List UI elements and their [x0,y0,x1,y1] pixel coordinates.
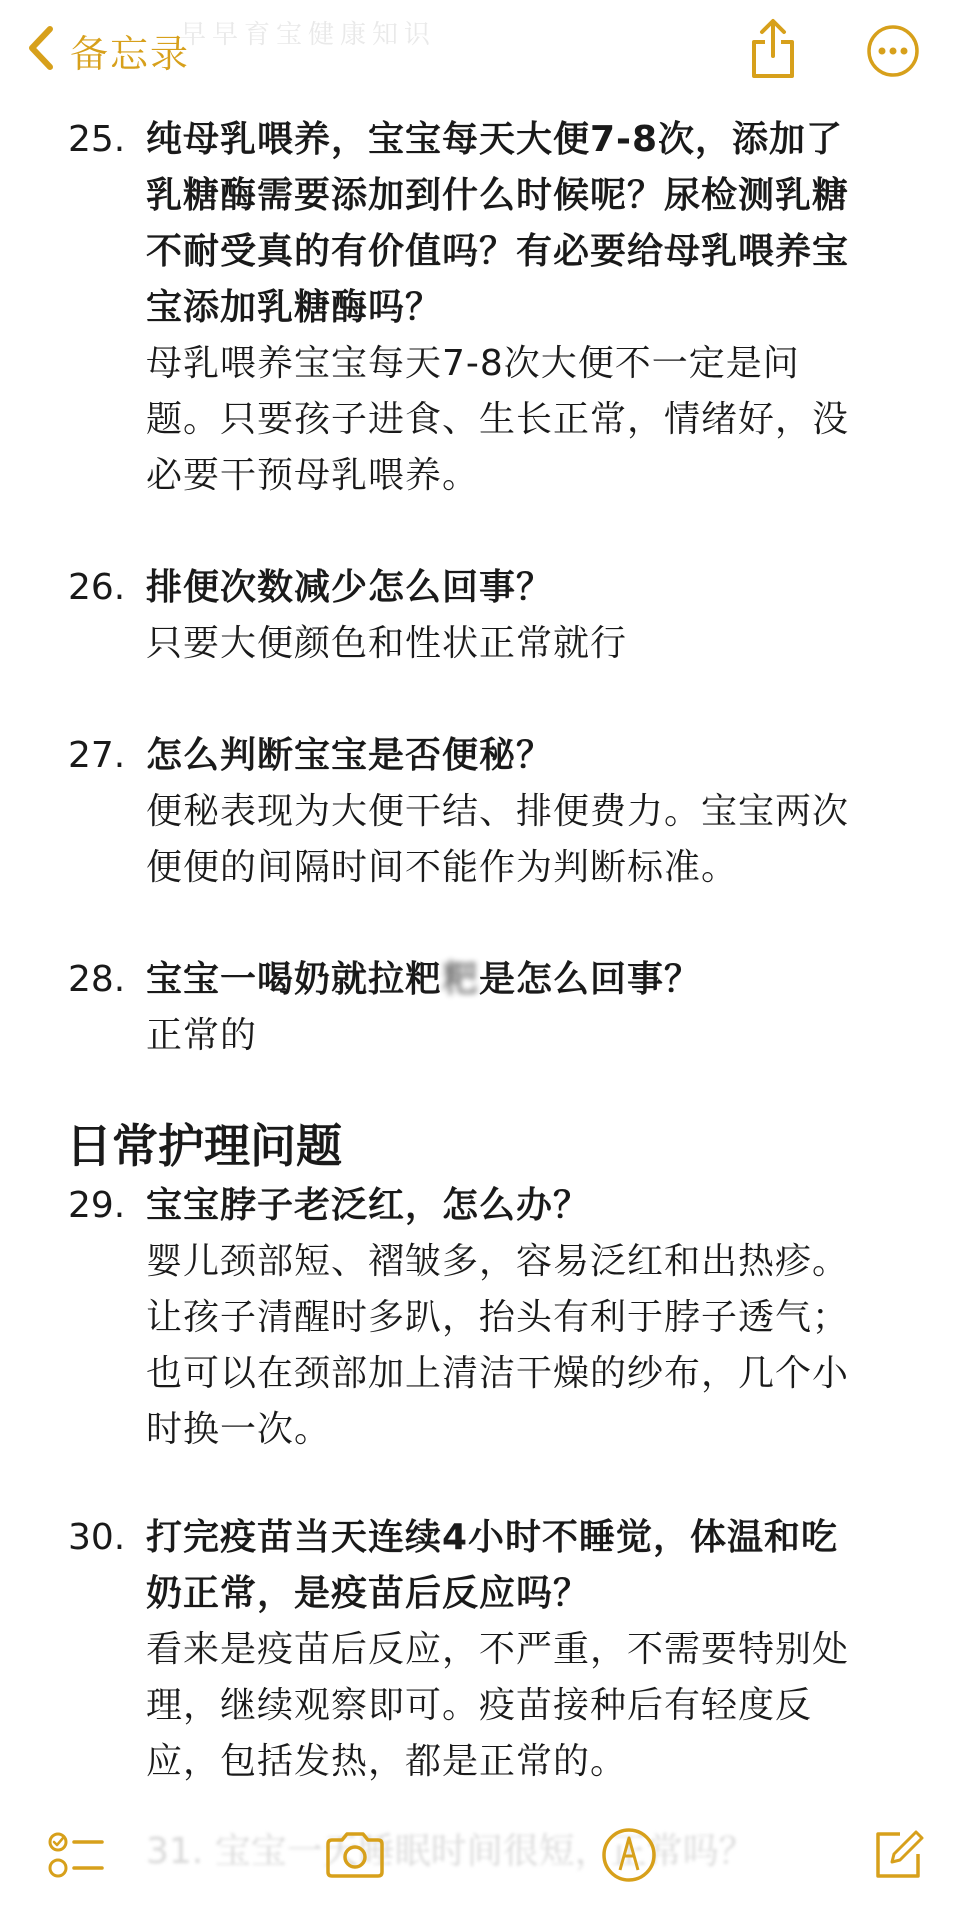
list-item [0,728,968,896]
blurred-text: 粑 [442,959,480,1000]
question-line: 奶正常，是疫苗后反应吗？ [146,1573,591,1614]
ghost-title: 早早育宝健康知识 [180,20,437,50]
answer-line: 也可以在颈部加上清洁干燥的纱布，几个小 [146,1353,850,1394]
item-number: 26. [68,567,126,608]
question-line: 怎么判断宝宝是否便秘？ [146,735,554,776]
list-item [0,1510,968,1790]
question-line: 乳糖酶需要添加到什么时候呢？尿检测乳糖 [146,175,850,216]
question-line: 宝宝脖子老泛红，怎么办？ [146,1185,591,1226]
section-heading: 日常护理问题 [66,1119,342,1173]
answer-line: 只要大便颜色和性状正常就行 [146,623,628,664]
item-number: 30. [68,1517,126,1558]
list-item [0,112,968,504]
question-line: 打完疫苗当天连续4小时不睡觉，体温和吃 [146,1517,839,1558]
share-button[interactable] [748,18,798,80]
note-body[interactable] [0,112,968,1790]
camera-icon [324,1830,386,1880]
ghost-text-under-toolbar: 31. 宝宝一天睡眠时间很短，正常吗？ [146,1831,755,1872]
back-button[interactable] [26,22,190,78]
answer-line: 正常的 [146,1015,258,1056]
camera-button[interactable] [324,1830,386,1884]
answer-line: 让孩子清醒时多趴，抬头有利于脖子透气； [146,1297,850,1338]
answer-line: 理，继续观察即可。疫苗接种后有轻度反 [146,1685,813,1726]
list-item [0,1178,968,1458]
more-icon [866,24,920,78]
more-button[interactable] [866,24,920,78]
item-number: 29. [68,1185,126,1226]
answer-line: 婴儿颈部短、褶皱多，容易泛红和出热疹。 [146,1241,850,1282]
answer-line: 便秘表现为大便干结、排便费力。宝宝两次 [146,791,850,832]
question-line: 不耐受真的有价值吗？有必要给母乳喂养宝 [146,231,850,272]
item-number: 27. [68,735,126,776]
item-number: 25. [68,119,126,160]
checklist-button[interactable] [48,1828,104,1888]
question-text: 宝宝一喝奶就拉粑 [146,959,443,1000]
share-icon [748,18,798,80]
question-line: 纯母乳喂养，宝宝每天大便7-8次，添加了 [146,119,844,160]
answer-line: 时换一次。 [146,1409,332,1450]
navigation-bar [0,0,968,100]
back-label: 备忘录 [70,31,191,76]
list-item [0,560,968,672]
question-line: 排便次数减少怎么回事？ [146,567,554,608]
question-line [146,952,928,1008]
chevron-left-icon [26,25,56,75]
bottom-toolbar [0,1800,968,1920]
compose-icon [870,1826,926,1882]
answer-line: 便便的间隔时间不能作为判断标准。 [146,847,739,888]
question-text: 是怎么回事？ [479,959,702,1000]
checklist-icon [48,1828,104,1884]
compose-button[interactable] [870,1826,926,1886]
answer-line: 必要干预母乳喂养。 [146,455,480,496]
answer-line: 母乳喂养宝宝每天7-8次大便不一定是问 [146,343,800,384]
markup-icon [600,1826,658,1884]
question-line: 宝添加乳糖酶吗？ [146,287,443,328]
item-number: 28. [68,959,126,1000]
answer-line: 题。只要孩子进食、生长正常，情绪好，没 [146,399,850,440]
answer-line: 看来是疫苗后反应，不严重，不需要特别处 [146,1629,850,1670]
markup-button[interactable] [600,1826,658,1888]
list-item [0,952,968,1064]
answer-line: 应，包括发热，都是正常的。 [146,1741,628,1782]
